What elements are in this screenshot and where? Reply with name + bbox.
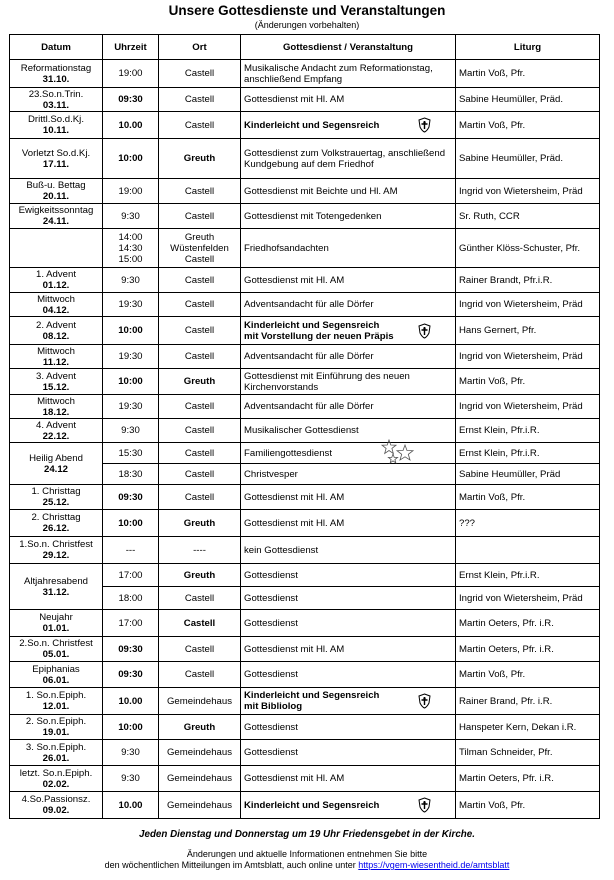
time-cell: 10:00	[103, 317, 159, 345]
time-cell: 9:30	[103, 766, 159, 792]
event-cell: Gottesdienst mit Hl. AM	[241, 637, 456, 662]
date-cell	[10, 317, 103, 345]
table-row	[10, 688, 600, 715]
shield-cross-icon	[418, 797, 431, 813]
time-cell: 15:30	[103, 443, 159, 464]
shield-cross-icon	[418, 323, 431, 339]
liturgy-cell: Martin Oeters, Pfr. i.R.	[456, 766, 600, 792]
date: 25.12.	[42, 497, 70, 508]
liturgy-cell: Hans Gernert, Pfr.	[456, 317, 600, 345]
header-place: Ort	[159, 35, 241, 60]
liturgy-cell: Ernst Klein, Pfr.i.R.	[456, 564, 600, 587]
event-subtext: mit Bibliolog	[244, 701, 303, 712]
date: 18.12.	[42, 406, 70, 418]
time-cell: 17:00	[103, 564, 159, 587]
time-cell: 10:00	[103, 139, 159, 179]
liturgy-cell: Ingrid von Wietersheim, Präd	[456, 293, 600, 317]
date: 17.11.	[42, 158, 70, 170]
place-cell: Castell	[159, 179, 241, 204]
occasion: 1. So.n.Epiph.	[25, 690, 87, 701]
time-cell: 09:30	[103, 88, 159, 112]
event-cell: Adventsandacht für alle Dörfer	[241, 345, 456, 369]
time-cell: 10:00	[103, 715, 159, 740]
liturgy-cell: Martin Voß, Pfr.	[456, 662, 600, 688]
event-cell	[241, 443, 456, 464]
occasion: 2.So.n. Christfest	[19, 638, 93, 649]
liturgy-cell: Martin Voß, Pfr.	[456, 369, 600, 395]
event-cell: Gottesdienst mit Hl. AM	[241, 485, 456, 510]
date-cell	[10, 443, 103, 485]
event-cell: Gottesdienst mit Beichte und Hl. AM	[241, 179, 456, 204]
date-cell	[10, 688, 103, 715]
place-cell: Gemeindehaus	[159, 792, 241, 819]
time-cell: 09:30	[103, 637, 159, 662]
event-cell: Gottesdienst mit Hl. AM	[241, 88, 456, 112]
table-row	[10, 317, 600, 345]
place-cell: Castell	[159, 293, 241, 317]
date: 04.12.	[42, 304, 70, 316]
header-liturgy: Liturg	[456, 35, 600, 60]
table-row	[10, 792, 600, 819]
event-text: Kinderleicht und Segensreich	[244, 119, 380, 131]
date-cell	[10, 345, 103, 369]
place-cell: Castell	[159, 317, 241, 345]
time-cell: 10.00	[103, 792, 159, 819]
table-row	[10, 268, 600, 293]
liturgy-cell: Günther Klöss-Schuster, Pfr.	[456, 229, 600, 268]
event-cell: Adventsandacht für alle Dörfer	[241, 395, 456, 419]
occasion: 2. Christtag	[31, 512, 81, 523]
date-cell	[10, 485, 103, 510]
table-row	[10, 345, 600, 369]
date: 20.11.	[42, 191, 70, 202]
page-subtitle: (Änderungen vorbehalten)	[254, 20, 360, 30]
table-row	[10, 662, 600, 688]
date-cell	[10, 268, 103, 293]
date: 10.11.	[42, 125, 70, 136]
header-event: Gottesdienst / Veranstaltung	[241, 35, 456, 60]
date-cell	[10, 510, 103, 537]
time-cell: 9:30	[103, 419, 159, 443]
occasion: 4.So.Passionsz.	[21, 794, 91, 805]
date-cell	[10, 537, 103, 564]
place-cell: Castell	[159, 345, 241, 369]
occasion: Mittwoch	[37, 345, 75, 357]
date-cell	[10, 369, 103, 395]
liturgy-cell: Martin Voß, Pfr.	[456, 112, 600, 139]
occasion: Buß-u. Bettag	[26, 180, 86, 191]
date-cell	[10, 139, 103, 179]
table-row	[10, 419, 600, 443]
table-row	[10, 637, 600, 662]
info-line: Änderungen und aktuelle Informationen entnehmen Sie bitte	[186, 849, 428, 859]
table-row	[10, 485, 600, 510]
event-text: Familiengottesdienst	[244, 447, 332, 459]
date-cell	[10, 419, 103, 443]
date: 02.02.	[42, 778, 70, 790]
time-cell: 10:00	[103, 369, 159, 395]
liturgy-cell: Sabine Heumüller, Präd	[456, 464, 600, 485]
liturgy-cell: Ingrid von Wietersheim, Präd	[456, 345, 600, 369]
table-row	[10, 610, 600, 637]
date: 26.12.	[42, 523, 70, 534]
place-cell: Greuth	[159, 510, 241, 537]
liturgy-cell: Martin Oeters, Pfr. i.R.	[456, 637, 600, 662]
time-cell: 19:00	[103, 60, 159, 88]
time-cell	[103, 229, 159, 268]
date: 12.01.	[42, 701, 70, 712]
place-cell: Castell	[159, 60, 241, 88]
table-row	[10, 740, 600, 766]
time-cell: 19:30	[103, 293, 159, 317]
occasion: 3. Advent	[35, 370, 76, 382]
occasion: letzt. So.n.Epiph.	[19, 767, 93, 779]
liturgy-cell: ???	[456, 510, 600, 537]
place-2: Wüstenfelden	[170, 242, 229, 254]
liturgy-cell: Martin Voß, Pfr.	[456, 60, 600, 88]
table-row	[10, 229, 600, 268]
occasion: Drittl.So.d.Kj.	[28, 114, 84, 125]
date: 06.01.	[42, 674, 70, 686]
place-cell: Gemeindehaus	[159, 688, 241, 715]
time-cell: 9:30	[103, 204, 159, 229]
place-cell: Greuth	[159, 369, 241, 395]
event-cell: Gottesdienst	[241, 715, 456, 740]
place-cell: Castell	[159, 662, 241, 688]
table-row	[10, 766, 600, 792]
time-cell: 19:30	[103, 345, 159, 369]
date: 24.12	[43, 463, 68, 475]
liturgy-cell: Martin Voß, Pfr.	[456, 485, 600, 510]
occasion: 3. So.n.Epiph.	[25, 741, 87, 753]
date: 31.12.	[42, 586, 70, 598]
table-row	[10, 112, 600, 139]
date: 05.01.	[42, 649, 70, 660]
place-cell: Castell	[159, 485, 241, 510]
event-text: Kinderleicht und Segensreich	[244, 319, 380, 331]
place-1: Greuth	[184, 231, 215, 243]
date-cell	[10, 766, 103, 792]
occasion: 1. Christtag	[31, 486, 81, 497]
event-cell: Gottesdienst zum Volkstrauertag, anschließend Kundgebung auf dem Friedhof	[241, 139, 456, 179]
event-cell: Christvesper	[241, 464, 456, 485]
occasion: Vorletzt So.d.Kj.	[21, 147, 91, 159]
event-cell: kein Gottesdienst	[241, 537, 456, 564]
event-cell: Gottesdienst mit Hl. AM	[241, 510, 456, 537]
event-cell	[241, 688, 456, 715]
occasion: Epiphanias	[32, 663, 80, 675]
liturgy-cell: Ingrid von Wietersheim, Präd	[456, 587, 600, 610]
date: 11.12.	[42, 356, 70, 368]
event-cell: Gottesdienst mit Einführung des neuen Kirchenvorstands	[241, 369, 456, 395]
liturgy-cell: Ingrid von Wietersheim, Präd	[456, 395, 600, 419]
date: 01.12.	[42, 280, 70, 291]
event-cell: Musikalische Andacht zum Reformationstag, anschließend Empfang	[241, 60, 456, 88]
liturgy-cell: Hanspeter Kern, Dekan i.R.	[456, 715, 600, 740]
table-header-row	[10, 35, 600, 60]
place-3: Castell	[184, 253, 215, 265]
occasion: Reformationstag	[20, 62, 92, 74]
occasion: Mittwoch	[37, 395, 75, 407]
event-cell	[241, 112, 456, 139]
event-cell: Gottesdienst	[241, 587, 456, 610]
place-cell: Gemeindehaus	[159, 766, 241, 792]
event-cell: Friedhofsandachten	[241, 229, 456, 268]
time-cell: 09:30	[103, 485, 159, 510]
time-2: 14:30	[118, 242, 143, 254]
table-row	[10, 564, 600, 587]
date: 22.12.	[42, 430, 70, 442]
table-row	[10, 179, 600, 204]
occasion: Neujahr	[39, 612, 73, 623]
table-row	[10, 537, 600, 564]
table-row	[10, 60, 600, 88]
shield-cross-icon	[418, 693, 431, 709]
time-cell: 9:30	[103, 268, 159, 293]
info-line-2	[0, 860, 614, 870]
liturgy-cell: Martin Oeters, Pfr. i.R.	[456, 610, 600, 637]
time-cell: 9:30	[103, 740, 159, 766]
date: 01.01.	[42, 623, 70, 634]
date-cell	[10, 740, 103, 766]
table-row	[10, 369, 600, 395]
liturgy-cell: Sabine Heumüller, Präd.	[456, 139, 600, 179]
schedule-table	[9, 34, 600, 819]
event-cell: Adventsandacht für alle Dörfer	[241, 293, 456, 317]
info-line-text: den wöchentlichen Mitteilungen im Amtsblatt, auch online unter	[104, 860, 356, 870]
time-cell: 19:30	[103, 395, 159, 419]
table-row	[10, 395, 600, 419]
liturgy-cell: Rainer Brand, Pfr. i.R.	[456, 688, 600, 715]
occasion: Mittwoch	[37, 293, 75, 305]
time-cell: 19:00	[103, 179, 159, 204]
place-cell: Castell	[159, 268, 241, 293]
occasion: 4. Advent	[35, 419, 76, 431]
place-cell: Castell	[159, 419, 241, 443]
place-cell	[159, 229, 241, 268]
liturgy-cell: Ernst Klein, Pfr.i.R.	[456, 419, 600, 443]
event-cell	[241, 792, 456, 819]
date-cell	[10, 715, 103, 740]
event-cell: Gottesdienst mit Hl. AM	[241, 268, 456, 293]
table-row	[10, 443, 600, 464]
liturgy-cell: Rainer Brandt, Pfr.i.R.	[456, 268, 600, 293]
prayer-note: Jeden Dienstag und Donnerstag um 19 Uhr Friedensgebet in der Kirche.	[139, 829, 475, 840]
header-date: Datum	[10, 35, 103, 60]
date: 03.11.	[42, 99, 70, 111]
amtsblatt-link[interactable]: https://vgem-wiesentheid.de/amtsblatt	[358, 860, 510, 870]
table-row	[10, 293, 600, 317]
date-cell	[10, 564, 103, 610]
time-cell: 10.00	[103, 112, 159, 139]
occasion: Altjahresabend	[23, 575, 88, 587]
time-cell: 09:30	[103, 662, 159, 688]
date-cell	[10, 792, 103, 819]
date-cell	[10, 293, 103, 317]
date: 08.12.	[42, 330, 70, 342]
liturgy-cell	[456, 537, 600, 564]
occasion: Heilig Abend	[29, 452, 83, 464]
date-cell	[10, 112, 103, 139]
shield-cross-icon	[418, 117, 431, 133]
date: 15.12.	[42, 381, 70, 393]
date-cell	[10, 60, 103, 88]
time-cell: 17:00	[103, 610, 159, 637]
event-cell: Gottesdienst mit Hl. AM	[241, 766, 456, 792]
date-cell	[10, 610, 103, 637]
date-cell	[10, 179, 103, 204]
occasion: 2. Advent	[35, 319, 76, 331]
date-cell	[10, 662, 103, 688]
place-cell: Castell	[159, 112, 241, 139]
date-cell	[10, 229, 103, 268]
event-text: Kinderleicht und Segensreich	[244, 690, 380, 701]
time-cell: 10.00	[103, 688, 159, 715]
table-row	[10, 510, 600, 537]
liturgy-cell: Sabine Heumüller, Präd.	[456, 88, 600, 112]
place-cell: Castell	[159, 204, 241, 229]
table-row	[10, 715, 600, 740]
date-cell	[10, 637, 103, 662]
place-cell: Castell	[159, 443, 241, 464]
place-cell: Greuth	[159, 715, 241, 740]
place-cell: Castell	[159, 610, 241, 637]
place-cell: Greuth	[159, 564, 241, 587]
event-text: Kinderleicht und Segensreich	[244, 799, 380, 811]
place-cell: Gemeindehaus	[159, 740, 241, 766]
liturgy-cell: Tilman Schneider, Pfr.	[456, 740, 600, 766]
liturgy-cell: Ernst Klein, Pfr.i.R.	[456, 443, 600, 464]
event-cell: Musikalischer Gottesdienst	[241, 419, 456, 443]
time-cell: ---	[103, 537, 159, 564]
liturgy-cell: Ingrid von Wietersheim, Präd	[456, 179, 600, 204]
event-cell: Gottesdienst	[241, 564, 456, 587]
date: 24.11.	[42, 216, 70, 227]
occasion: 23.So.n.Trin.	[28, 88, 84, 100]
place-cell: Castell	[159, 587, 241, 610]
event-cell: Gottesdienst	[241, 740, 456, 766]
occasion: 1.So.n. Christfest	[19, 539, 93, 550]
date-cell	[10, 204, 103, 229]
event-cell: Gottesdienst	[241, 662, 456, 688]
time-1: 14:00	[118, 231, 143, 243]
liturgy-cell: Sr. Ruth, CCR	[456, 204, 600, 229]
date: 09.02.	[42, 805, 70, 816]
table-row	[10, 139, 600, 179]
place-cell: Castell	[159, 637, 241, 662]
event-cell: Gottesdienst	[241, 610, 456, 637]
place-cell: ----	[159, 537, 241, 564]
place-cell: Castell	[159, 395, 241, 419]
time-cell: 10:00	[103, 510, 159, 537]
place-cell: Castell	[159, 88, 241, 112]
header-time: Uhrzeit	[103, 35, 159, 60]
liturgy-cell: Martin Voß, Pfr.	[456, 792, 600, 819]
occasion: Ewigkeitssonntag	[18, 205, 94, 216]
occasion: 2. So.n.Epiph.	[25, 716, 87, 727]
event-subtext: mit Vorstellung der neuen Präpis	[244, 330, 394, 342]
place-cell: Castell	[159, 464, 241, 485]
date-cell	[10, 395, 103, 419]
date: 19.01.	[42, 727, 70, 738]
date: 26.01.	[42, 752, 70, 764]
table-row	[10, 204, 600, 229]
time-3: 15:00	[118, 253, 143, 265]
table-row	[10, 88, 600, 112]
date-cell	[10, 88, 103, 112]
page-title: Unsere Gottesdienste und Veranstaltungen	[168, 3, 446, 18]
time-cell: 18:30	[103, 464, 159, 485]
date: 29.12.	[42, 550, 70, 561]
occasion: 1. Advent	[35, 269, 76, 280]
time-cell: 18:00	[103, 587, 159, 610]
event-cell	[241, 317, 456, 345]
place-cell: Greuth	[159, 139, 241, 179]
date: 31.10.	[42, 73, 70, 85]
event-cell: Gottesdienst mit Totengedenken	[241, 204, 456, 229]
